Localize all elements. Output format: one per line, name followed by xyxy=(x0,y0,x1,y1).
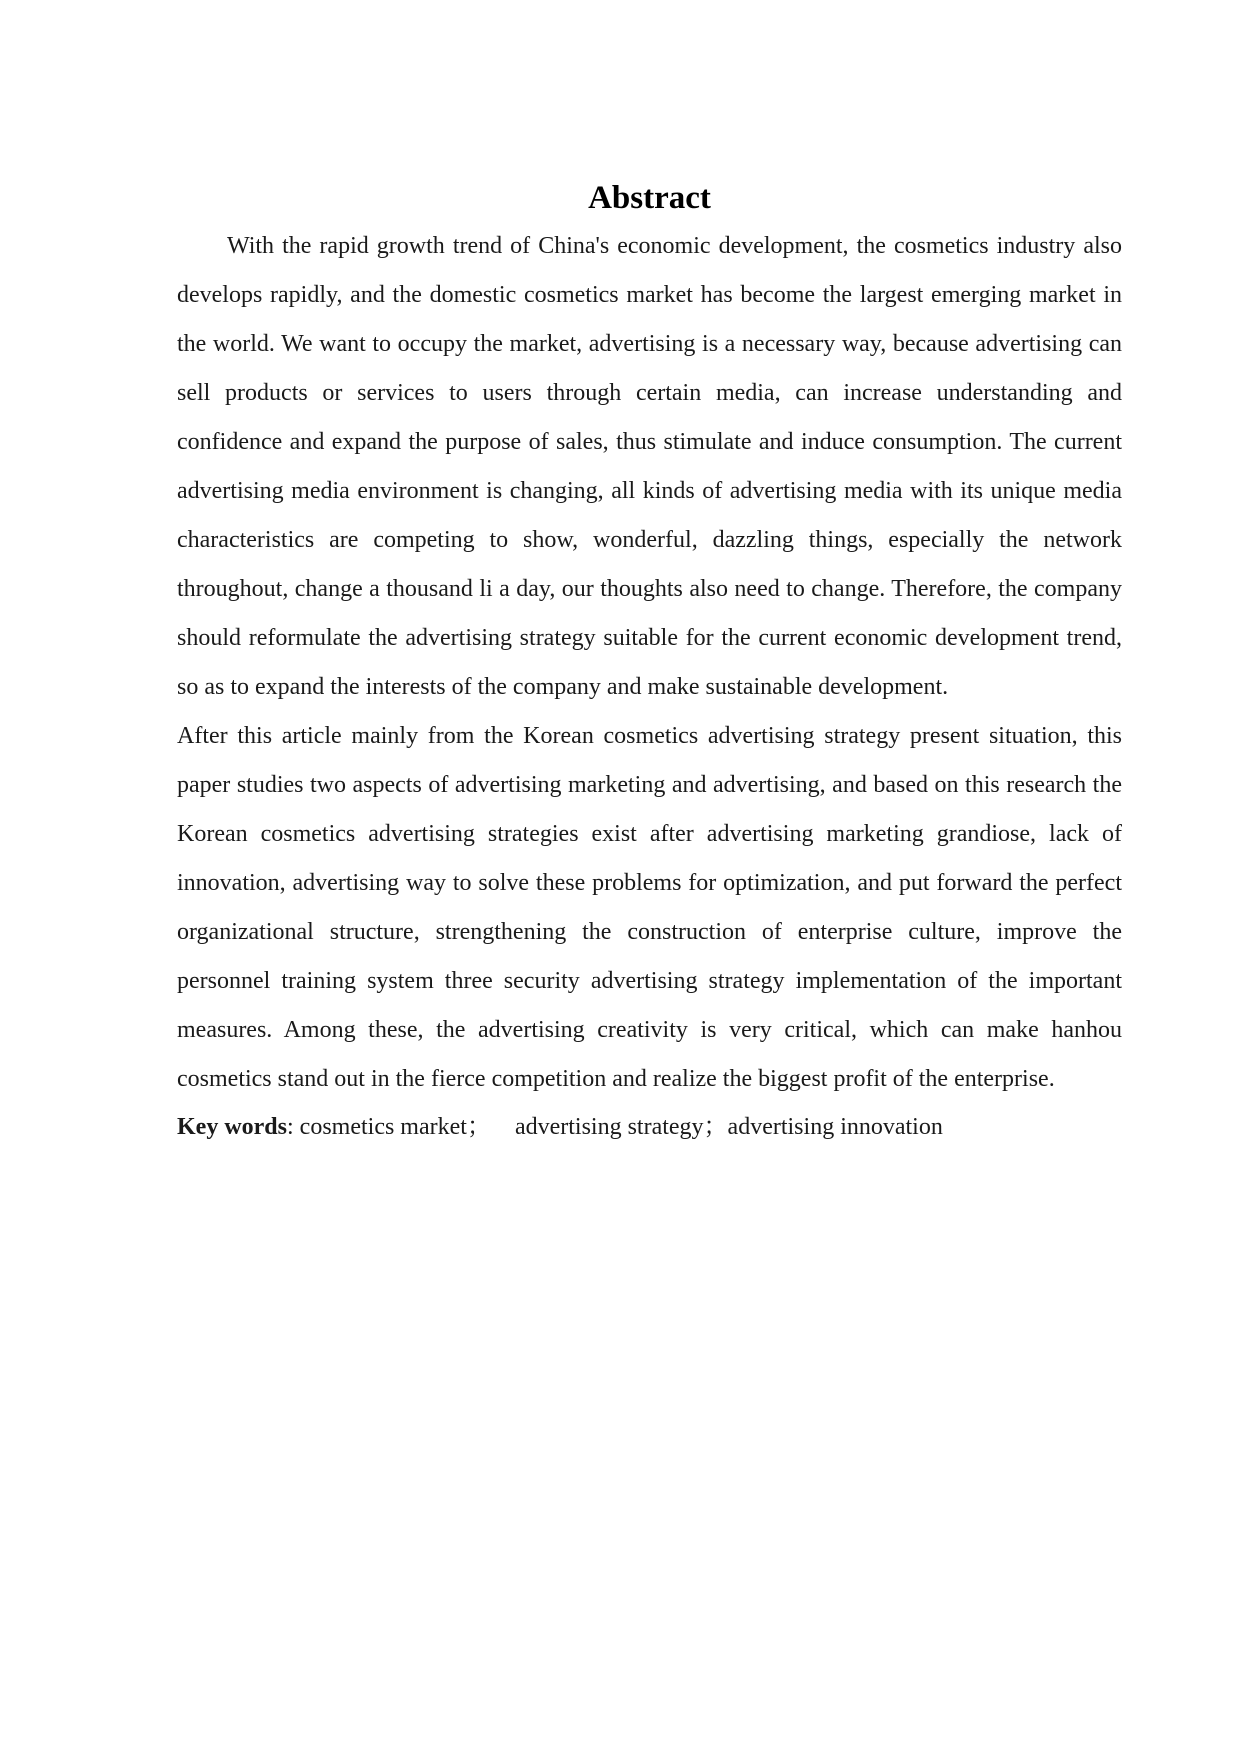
keywords-text: : cosmetics market； advertising strategy；advertising innovation xyxy=(287,1114,943,1140)
abstract-paragraph-1: With the rapid growth trend of China's economic development, the cosmetics industry also develops rapidly, and the domestic cosmetics market has become the largest emerging market in the world. We want to occupy the market, advertising is a necessary way, because advertising can sell products or services to users through certain media, can increase understanding and confidence and expand the purpose of sales, thus stimulate and induce consumption. The current advertising media environment is changing, all kinds of advertising media with its unique media characteristics are competing to show, wonderful, dazzling things, especially the network throughout, change a thousand li a day, our thoughts also need to change. Therefore, the company should reformulate the advertising strategy suitable for the current economic development trend, so as to expand the interests of the company and make sustainable development. xyxy=(177,233,1122,700)
keywords-label: Key words xyxy=(177,1114,287,1140)
abstract-paragraph-2: After this article mainly from the Korean cosmetics advertising strategy present situation, this paper studies two aspects of advertising marketing and advertising, and based on this research the Korean cosmetics advertising strategies exist after advertising marketing grandiose, lack of innovation, advertising way to solve these problems for optimization, and put forward the perfect organizational structure, strengthening the construction of enterprise culture, improve the personnel training system three security advertising strategy implementation of the important measures. Among these, the advertising creativity is very critical, which can make hanhou cosmetics stand out in the fierce competition and realize the biggest profit of the enterprise. xyxy=(177,723,1122,1092)
keywords-line xyxy=(177,1104,1122,1150)
abstract-section xyxy=(177,174,1122,1150)
abstract-title: Abstract xyxy=(588,180,711,216)
